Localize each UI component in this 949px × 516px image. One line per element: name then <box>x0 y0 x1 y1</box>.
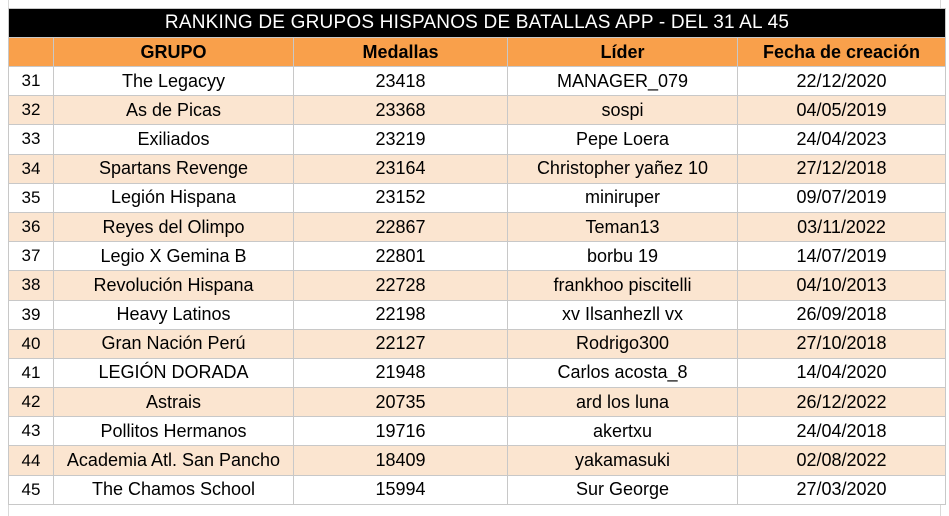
rank-cell[interactable]: 38 <box>9 271 54 300</box>
title-row <box>9 9 946 38</box>
leader-cell[interactable]: xv Ilsanhezll vx <box>508 300 738 329</box>
table-row <box>9 67 946 96</box>
table-row <box>9 358 946 387</box>
table-row <box>9 183 946 212</box>
created-cell[interactable]: 14/07/2019 <box>738 242 946 271</box>
group-cell[interactable]: The Legacyy <box>54 67 294 96</box>
header-created[interactable]: Fecha de creación <box>738 38 946 67</box>
group-cell[interactable]: As de Picas <box>54 96 294 125</box>
table-row <box>9 154 946 183</box>
rank-cell[interactable]: 40 <box>9 329 54 358</box>
group-cell[interactable]: Exiliados <box>54 125 294 154</box>
leader-cell[interactable]: Sur George <box>508 475 738 504</box>
rank-cell[interactable]: 44 <box>9 446 54 475</box>
medals-cell[interactable]: 18409 <box>294 446 508 475</box>
leader-cell[interactable]: frankhoo piscitelli <box>508 271 738 300</box>
created-cell[interactable]: 27/03/2020 <box>738 475 946 504</box>
leader-cell[interactable]: MANAGER_079 <box>508 67 738 96</box>
group-cell[interactable]: Academia Atl. San Pancho <box>54 446 294 475</box>
rank-cell[interactable]: 35 <box>9 183 54 212</box>
leader-cell[interactable]: Pepe Loera <box>508 125 738 154</box>
medals-cell[interactable]: 23368 <box>294 96 508 125</box>
table-row <box>9 212 946 241</box>
leader-cell[interactable]: sospi <box>508 96 738 125</box>
medals-cell[interactable]: 22127 <box>294 329 508 358</box>
leader-cell[interactable]: Teman13 <box>508 212 738 241</box>
group-cell[interactable]: Reyes del Olimpo <box>54 212 294 241</box>
leader-cell[interactable]: Rodrigo300 <box>508 329 738 358</box>
group-cell[interactable]: LEGIÓN DORADA <box>54 358 294 387</box>
group-cell[interactable]: Spartans Revenge <box>54 154 294 183</box>
table-title[interactable]: RANKING DE GRUPOS HISPANOS DE BATALLAS APP - DEL 31 AL 45 <box>9 9 946 38</box>
table-row <box>9 417 946 446</box>
table-row <box>9 96 946 125</box>
medals-cell[interactable]: 23418 <box>294 67 508 96</box>
leader-cell[interactable]: Carlos acosta_8 <box>508 358 738 387</box>
created-cell[interactable]: 27/12/2018 <box>738 154 946 183</box>
group-cell[interactable]: Astrais <box>54 388 294 417</box>
table-row <box>9 242 946 271</box>
leader-cell[interactable]: borbu 19 <box>508 242 738 271</box>
rank-cell[interactable]: 45 <box>9 475 54 504</box>
rank-cell[interactable]: 37 <box>9 242 54 271</box>
medals-cell[interactable]: 21948 <box>294 358 508 387</box>
medals-cell[interactable]: 23164 <box>294 154 508 183</box>
medals-cell[interactable]: 15994 <box>294 475 508 504</box>
rank-cell[interactable]: 34 <box>9 154 54 183</box>
rank-cell[interactable]: 41 <box>9 358 54 387</box>
created-cell[interactable]: 14/04/2020 <box>738 358 946 387</box>
rank-cell[interactable]: 33 <box>9 125 54 154</box>
created-cell[interactable]: 26/09/2018 <box>738 300 946 329</box>
rank-cell[interactable]: 32 <box>9 96 54 125</box>
ranking-table <box>8 8 946 505</box>
group-cell[interactable]: Legio X Gemina B <box>54 242 294 271</box>
group-cell[interactable]: Heavy Latinos <box>54 300 294 329</box>
header-rank[interactable] <box>9 38 54 67</box>
leader-cell[interactable]: Christopher yañez 10 <box>508 154 738 183</box>
medals-cell[interactable]: 23152 <box>294 183 508 212</box>
table-row <box>9 300 946 329</box>
header-row <box>9 38 946 67</box>
group-cell[interactable]: Legión Hispana <box>54 183 294 212</box>
group-cell[interactable]: Revolución Hispana <box>54 271 294 300</box>
header-medals[interactable]: Medallas <box>294 38 508 67</box>
leader-cell[interactable]: yakamasuki <box>508 446 738 475</box>
created-cell[interactable]: 02/08/2022 <box>738 446 946 475</box>
medals-cell[interactable]: 22867 <box>294 212 508 241</box>
rank-cell[interactable]: 43 <box>9 417 54 446</box>
medals-cell[interactable]: 19716 <box>294 417 508 446</box>
created-cell[interactable]: 04/10/2013 <box>738 271 946 300</box>
created-cell[interactable]: 04/05/2019 <box>738 96 946 125</box>
header-leader[interactable]: Líder <box>508 38 738 67</box>
header-group[interactable]: GRUPO <box>54 38 294 67</box>
leader-cell[interactable]: miniruper <box>508 183 738 212</box>
rank-cell[interactable]: 42 <box>9 388 54 417</box>
created-cell[interactable]: 26/12/2022 <box>738 388 946 417</box>
table-body <box>9 67 946 505</box>
table-row <box>9 388 946 417</box>
table-row <box>9 475 946 504</box>
group-cell[interactable]: Gran Nación Perú <box>54 329 294 358</box>
medals-cell[interactable]: 22728 <box>294 271 508 300</box>
leader-cell[interactable]: akertxu <box>508 417 738 446</box>
created-cell[interactable]: 24/04/2023 <box>738 125 946 154</box>
created-cell[interactable]: 24/04/2018 <box>738 417 946 446</box>
created-cell[interactable]: 03/11/2022 <box>738 212 946 241</box>
created-cell[interactable]: 09/07/2019 <box>738 183 946 212</box>
table-row <box>9 446 946 475</box>
medals-cell[interactable]: 22801 <box>294 242 508 271</box>
group-cell[interactable]: The Chamos School <box>54 475 294 504</box>
created-cell[interactable]: 27/10/2018 <box>738 329 946 358</box>
leader-cell[interactable]: ard los luna <box>508 388 738 417</box>
rank-cell[interactable]: 39 <box>9 300 54 329</box>
table-row <box>9 329 946 358</box>
rank-cell[interactable]: 36 <box>9 212 54 241</box>
table-row <box>9 271 946 300</box>
medals-cell[interactable]: 20735 <box>294 388 508 417</box>
table-row <box>9 125 946 154</box>
medals-cell[interactable]: 22198 <box>294 300 508 329</box>
medals-cell[interactable]: 23219 <box>294 125 508 154</box>
rank-cell[interactable]: 31 <box>9 67 54 96</box>
group-cell[interactable]: Pollitos Hermanos <box>54 417 294 446</box>
created-cell[interactable]: 22/12/2020 <box>738 67 946 96</box>
